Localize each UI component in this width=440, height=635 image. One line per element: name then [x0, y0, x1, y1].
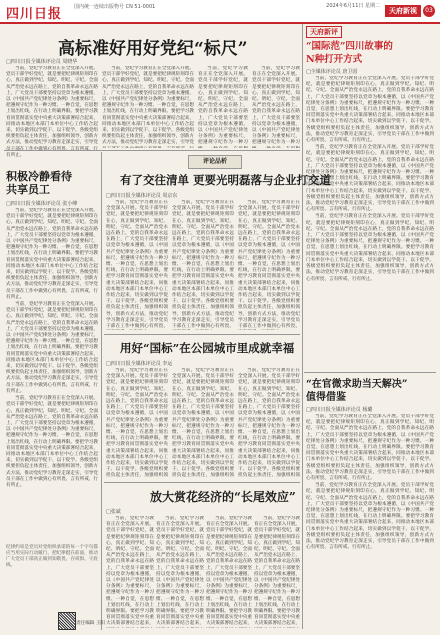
right-top-byline: □全媒体评论员 唐卫国 [306, 69, 358, 75]
section-divider [4, 150, 300, 151]
middle-headline: 有了交往清单 更要光明磊落与企业打交道 [120, 173, 332, 187]
main-article-col2: 当前，党纪学习教育正在全党深入开展。党员干部学好党纪，就是要把纪律规矩刻印在心，真正做到学纪、知纪、明纪、守纪。全面从严治党永远在路上，党的自我革命永远在路上，广大党员干部要坚持以党章为根本遵循，以《中国共产党纪律处分条例》为重要标尺，把遵规守纪作为一种习惯、一种自觉，在思想上划出红线，在行动上明确界限。要把学习教育同贯彻落实党中央重大决策部署结合起来，同推动本地区本部门本单位中心工作结合起来，切实做到以学促干、以干促学。各级党组织要担负起主体责任，加强组织领导，创新方式方法，推动党纪学习教育走深走实，引导党 [102, 66, 194, 146]
editor-name: 责任编辑 王阳 [76, 621, 106, 626]
review-tag: 评论品析 [188, 155, 242, 169]
main-headline: 高标准好用好党纪“标尺” [58, 39, 248, 59]
middle-col3: 当前，党纪学习教育正在全党深入开展。党员干部学好党纪，就是要把纪律规矩刻印在心，真正做到学纪、知纪、明纪、守纪。全面从严治党永远在路上，党的自我革命永远在路上，广大党员干部要坚持以党章为根本遵循，以《中国共产党纪律处分条例》为重要标尺，把遵规守纪作为一种习惯、一种自觉，在思想上划出红线，在行动上明确界限。要把学习教育同贯彻落实党中央重大决策部署结合起来，同推动本地区本部门本单位中心工作结合起来，切实做到以学促干、以干促学。各级党组织要担负起主体责任，加强组织领导，创新方式方法，推动党纪学习教育走深走实，引导党员干部在工作中做到心有所畏、 [238, 200, 300, 330]
middle-col1: 当前，党纪学习教育正在全党深入开展。党员干部学好党纪，就是要把纪律规矩刻印在心，真正做到学纪、知纪、明纪、守纪。全面从严治党永远在路上，党的自我革命永远在路上，广大党员干部要坚持以党章为根本遵循，以《中国共产党纪律处分条例》为重要标尺，把遵规守纪作为一种习惯、一种自觉，在思想上划出红线，在行动上明确界限。要把学习教育同贯彻落实党中央重大决策部署结合起来，同推动本地区本部门本单位中心工作结合起来，切实做到以学促干、以干促学。各级党组织要担负起主体责任，加强组织领导，创新方式方法，推动党纪学习教育走深走实，引导党员干部在工作中做到心有所畏、 [106, 200, 168, 330]
bottom-col1: 当前，党纪学习教育正在全党深入开展。党员干部学好党纪，就是要把纪律规矩刻印在心，真正做到学纪、知纪、明纪、守纪。全面从严治党永远在路上，党的自我革命永远在路上，广大党员干部要坚持以党章为根本遵循，以《中国共产党纪律处分条例》为重要标尺，把遵规守纪作为一种习惯、一种自觉，在思想上划出红线，在行动上明确界限。要把学习教育同贯彻落实党中央重大决策部署结合起来， [106, 516, 154, 627]
bottom-col3: 当前，党纪学习教育正在全党深入开展。党员干部学好党纪，就是要把纪律规矩刻印在心，真正做到学纪、知纪、明纪、守纪。全面从严治党永远在路上，党的自我革命永远在路上，广大党员干部要坚持以党章为根本遵循，以《中国共产党纪律处分条例》为重要标尺，把遵规守纪作为一种习惯、一种自觉，在思想上划出红线，在行动上明确界限。要把学习教育同贯彻落实党中央重大决策部署结合起来， [206, 516, 252, 627]
left-byline: □四川日报全媒体评论员 张小峰 [6, 201, 78, 207]
main-article-col4: 当前，党纪学习教育正在全党深入开展。党员干部学好党纪，就是要把纪律规矩刻印在心，真正做到学纪、知纪、明纪、守纪。全面从严治党永远在路上，党的自我革命永远在路上，广大党员干部要坚持以党章为根本遵循，以《中国共产党纪律处分条例》为重要标尺，把遵规守纪作为一种习 [252, 66, 300, 146]
left-article-body: 当前，党纪学习教育正在全党深入开展。党员干部学好党纪，就是要把纪律规矩刻印在心，真正做到学纪、知纪、明纪、守纪。全面从严治党永远在路上，党的自我革命永远在路上，广大党员干部要坚持以党章为根本遵循，以《中国共产党纪律处分条例》为重要标尺，把遵规守纪作为一种习惯、一种自觉，在思想上划出红线，在行动上明确界限。要把学习教育同贯彻落实党中央重大决策部署结合起来，同推动本地区本部门本单位中心工作结合起来，切实做到以学促干、以干促学。各级党组织要担负起主体责任，加强组织领导，创新方式方法，推动党纪学习教育走深走实，引导党员干部在工作中做到心有所畏、言有所戒、行有所止。 当前，党纪学习教育正在全党深入开展。党员干部学好党纪，就是要把纪律规矩刻印在心，真正做到学纪、知纪、明纪、守纪。全面从严治党永远在路上，党的自我革命永远在路上，广大党员干部要坚持以党章为根本遵循，以《中国共产党纪律处分条例》为重要标尺，把遵规守纪作为一种习惯、一种自觉，在思想上划出红线，在行动上明确界限。要把学习教育同贯彻落实党中央重大决策部署结合起来，同推动本地区本部门本单位中心工作结合起来，切实做到以学促干、以干促学。各级党组织要担负起主体责任，加强组织领导，创新方式方法，推动党纪学习教育走深走实，引导党员干部在工作中做到心有所畏、言有所戒、行有所止。 当前，党纪学习教育正在全党深入开展。党员干部学好党纪，就是要把纪律规矩刻印在心，真正做到学纪、知纪、明纪、守纪。全面从严治党永远在路上，党的自我革命永远在路上，广大党员干部要坚持以党章为根本遵循，以《中国共产党纪律处分条例》为重要标尺，把遵规守纪作为一种习惯、一种自觉，在思想上划出红线，在行动上明确界限。要把学习教育同贯彻落实党中央重大决策部署结合起来，同推动本地区本部门本单位中心工作结合起来，切实做到以学促干、以干促学。各级党组织要担负起主体责任，加强组织领导，创新方式方法，推动党纪学习教育走深走实，引导党员干部在工作中做到心有所畏、言有所戒、行有所止。 [6, 208, 98, 488]
left-article-title: 积极冷静看待 共享员工 [6, 170, 72, 196]
right-top-body: 当前，党纪学习教育正在全党深入开展。党员干部学好党纪，就是要把纪律规矩刻印在心，真正做到学纪、知纪、明纪、守纪。全面从严治党永远在路上，党的自我革命永远在路上，广大党员干部要坚持以党章为根本遵循，以《中国共产党纪律处分条例》为重要标尺，把遵规守纪作为一种习惯、一种自觉，在思想上划出红线，在行动上明确界限。要把学习教育同贯彻落实党中央重大决策部署结合起来，同推动本地区本部门本单位中心工作结合起来，切实做到以学促干、以干促学。各级党组织要担负起主体责任，加强组织领导，创新方式方法，推动党纪学习教育走深走实，引导党员干部在工作中做到心有所畏、言有所戒、行有所止。 当前，党纪学习教育正在全党深入开展。党员干部学好党纪，就是要把纪律规矩刻印在心，真正做到学纪、知纪、明纪、守纪。全面从严治党永远在路上，党的自我革命永远在路上，广大党员干部要坚持以党章为根本遵循，以《中国共产党纪律处分条例》为重要标尺，把遵规守纪作为一种习惯、一种自觉，在思想上划出红线，在行动上明确界限。要把学习教育同贯彻落实党中央重大决策部署结合起来，同推动本地区本部门本单位中心工作结合起来，切实做到以学促干、以干促学。各级党组织要担负起主体责任，加强组织领导，创新方式方法，推动党纪学习教育走深走实，引导党员干部在工作中做到心有所畏、言有所戒、行有所止。 当前，党纪学习教育正在全党深入开展。党员干部学好党纪，就是要把纪律规矩刻印在心，真正做到学纪、知纪、明纪、守纪。全面从严治党永远在路上，党的自我革命永远在路上，广大党员干部要坚持以党章为根本遵循，以《中国共产党纪律处分条例》为重要标尺，把遵规守纪作为一种习惯、一种自觉，在思想上划出红线，在行动上明确界限。要把学习教育同贯彻落实党中央重大决策部署结合起来，同推动本地区本部门本单位中心工作结合起来，切实做到以学促干、以干促学。各级党组织要担负起主体责任，加强组织领导，创新方式方法，推动党纪学习教育走深走实，引导党员干部在工作中做到心有所畏、言有所戒、行有所止。 [306, 76, 434, 282]
park-byline: □四川日报全媒体评论员 李运 [106, 361, 173, 367]
park-headline: 用好“国标”在公园城市里成就幸福 [120, 341, 295, 355]
bottom-byline: □张斌 [106, 509, 121, 515]
park-divider [104, 334, 300, 335]
issue-date: 2024年6月11日 星期二 [326, 3, 380, 9]
right-bottom-title: “在官微求助当天解决” 值得借鉴 [306, 379, 408, 403]
page-number: 03 [423, 5, 435, 17]
right-bottom-byline: □四川日报全媒体评论员 杨璐 [306, 407, 373, 413]
park-col2: 当前，党纪学习教育正在全党深入开展。党员干部学好党纪，就是要把纪律规矩刻印在心，真正做到学纪、知纪、明纪、守纪。全面从严治党永远在路上，党的自我革命永远在路上，广大党员干部要坚持以党章为根本遵循，以《中国共产党纪律处分条例》为重要标尺，把遵规守纪作为一种习惯、一种自觉，在思想上划出红线，在行动上明确界限。要把学习教育同贯彻落实党中央重大决策部署结合起来，同推动本地区本部门本单位中心工作结合起来，切实做到以学促干、以干促学。各级党组织要担负起主体责任，加强组织领 [172, 368, 234, 478]
bottom-col2: 当前，党纪学习教育正在全党深入开展。党员干部学好党纪，就是要把纪律规矩刻印在心，真正做到学纪、知纪、明纪、守纪。全面从严治党永远在路上，党的自我革命永远在路上，广大党员干部要坚持以党章为根本遵循，以《中国共产党纪律处分条例》为重要标尺，把遵规守纪作为一种习惯、一种自觉，在思想上划出红线，在行动上明确界限。要把学习教育同贯彻落实党中央重大决策部署结合起来， [156, 516, 204, 627]
right-top-title: “国际范”四川故事的 N种打开方式 [306, 41, 393, 65]
park-col1: 当前，党纪学习教育正在全党深入开展。党员干部学好党纪，就是要把纪律规矩刻印在心，真正做到学纪、知纪、明纪、守纪。全面从严治党永远在路上，党的自我革命永远在路上，广大党员干部要坚持以党章为根本遵循，以《中国共产党纪律处分条例》为重要标尺，把遵规守纪作为一种习惯、一种自觉，在思想上划出红线，在行动上明确界限。要把学习教育同贯彻落实党中央重大决策部署结合起来，同推动本地区本部门本单位中心工作结合起来，切实做到以学促干、以干促学。各级党组织要担负起主体责任，加强组织领 [106, 368, 168, 478]
column-divider [302, 24, 303, 629]
section-badge: 天府新视 [385, 5, 421, 17]
newspaper-logo: 四川日报 [6, 7, 63, 22]
right-bottom-body: 当前，党纪学习教育正在全党深入开展。党员干部学好党纪，就是要把纪律规矩刻印在心，真正做到学纪、知纪、明纪、守纪。全面从严治党永远在路上，党的自我革命永远在路上，广大党员干部要坚持以党章为根本遵循，以《中国共产党纪律处分条例》为重要标尺，把遵规守纪作为一种习惯、一种自觉，在思想上划出红线，在行动上明确界限。要把学习教育同贯彻落实党中央重大决策部署结合起来，同推动本地区本部门本单位中心工作结合起来，切实做到以学促干、以干促学。各级党组织要担负起主体责任，加强组织领导，创新方式方法，推动党纪学习教育走深走实，引导党员干部在工作中做到心有所畏、言有所戒、行有所止。 当前，党纪学习教育正在全党深入开展。党员干部学好党纪，就是要把纪律规矩刻印在心，真正做到学纪、知纪、明纪、守纪。全面从严治党永远在路上，党的自我革命永远在路上，广大党员干部要坚持以党章为根本遵循，以《中国共产党纪律处分条例》为重要标尺，把遵规守纪作为一种习惯、一种自觉，在思想上划出红线，在行动上明确界限。要把学习教育同贯彻落实党中央重大决策部署结合起来，同推动本地区本部门本单位中心工作结合起来，切实做到以学促干、以干促学。各级党组织要担负起主体责任，加强组织领导，创新方式方法，推动党纪学习教育走深走实，引导党员干部在工作中做到心有所畏、言有所戒、行有所止。 [306, 414, 434, 551]
right-divider [304, 372, 436, 373]
qr-code-icon[interactable] [58, 612, 76, 630]
middle-col2: 当前，党纪学习教育正在全党深入开展。党员干部学好党纪，就是要把纪律规矩刻印在心，真正做到学纪、知纪、明纪、守纪。全面从严治党永远在路上，党的自我革命永远在路上，广大党员干部要坚持以党章为根本遵循，以《中国共产党纪律处分条例》为重要标尺，把遵规守纪作为一种习惯、一种自觉，在思想上划出红线，在行动上明确界限。要把学习教育同贯彻落实党中央重大决策部署结合起来，同推动本地区本部门本单位中心工作结合起来，切实做到以学促干、以干促学。各级党组织要担负起主体责任，加强组织领导，创新方式方法，推动党纪学习教育走深走实，引导党员干部在工作中做到心有所畏、 [172, 200, 234, 330]
bottom-headline: 放大赏花经济的“长尾效应” [150, 490, 296, 504]
main-article-col1: 当前，党纪学习教育正在全党深入开展。党员干部学好党纪，就是要把纪律规矩刻印在心，真正做到学纪、知纪、明纪、守纪。全面从严治党永远在路上，党的自我革命永远在路上，广大党员干部要坚持以党章为根本遵循，以《中国共产党纪律处分条例》为重要标尺，把遵规守纪作为一种习惯、一种自觉，在思想上划出红线，在行动上明确界限。要把学习教育同贯彻落实党中央重大决策部署结合起来，同推动本地区本部门本单位中心工作结合起来，切实做到以学促干、以干促学。各级党组织要担负起主体责任，加强组织领导，创新方式方法，推动党纪学习教育走深走实，引导党员干部在工作中做到心有所畏、言有所戒、行有所止。 [6, 66, 98, 158]
bottom-divider [104, 482, 300, 483]
main-article-col3: 当前，党纪学习教育正在全党深入开展。党员干部学好党纪，就是要把纪律规矩刻印在心，真正做到学纪、知纪、明纪、守纪。全面从严治党永远在路上，党的自我革命永远在路上，广大党员干部要坚持以党章为根本遵循，以《中国共产党纪律处分条例》为重要标尺，把遵规守纪作为一种习 [198, 66, 248, 146]
park-col3: 当前，党纪学习教育正在全党深入开展。党员干部学好党纪，就是要把纪律规矩刻印在心，真正做到学纪、知纪、明纪、守纪。全面从严治党永远在路上，党的自我革命永远在路上，广大党员干部要坚持以党章为根本遵循，以《中国共产党纪律处分条例》为重要标尺，把遵规守纪作为一种习惯、一种自觉，在思想上划出红线，在行动上明确界限。要把学习教育同贯彻落实党中央重大决策部署结合起来，同推动本地区本部门本单位中心工作结合起来，切实做到以学促干、以干促学。各级党组织要担负起主体责任，加强组织领 [238, 368, 300, 478]
editor-note: 纪律约束是党员对党组织承诺的每一个字句都应当用实际行动履行，把纪律挺在前面，推动广大党员干部真正做到知敬畏、存戒惧、守底线。 [6, 545, 98, 568]
publication-number: 国内统一连续出版物号 CN 51-0001 [74, 4, 156, 10]
right-section-tag: 天府新评 [306, 26, 342, 38]
masthead [0, 0, 440, 24]
left-column-divider [101, 152, 102, 630]
main-byline: □四川日报全媒体评论员 周晓华 [6, 59, 78, 65]
middle-byline: □四川日报全媒体评论员 周京东 [106, 193, 178, 199]
bottom-col4: 当前，党纪学习教育正在全党深入开展。党员干部学好党纪，就是要把纪律规矩刻印在心，真正做到学纪、知纪、明纪、守纪。全面从严治党永远在路上，党的自我革命永远在路上，广大党员干部要坚持以党章为根本遵循，以《中国共产党纪律处分条例》为重要标尺，把遵规守纪作为一种习惯、一种自觉，在思想上划出红线，在行动上明确界限。要把学习教育同贯彻落实党中央重大决策部署结合起来， [254, 516, 300, 627]
